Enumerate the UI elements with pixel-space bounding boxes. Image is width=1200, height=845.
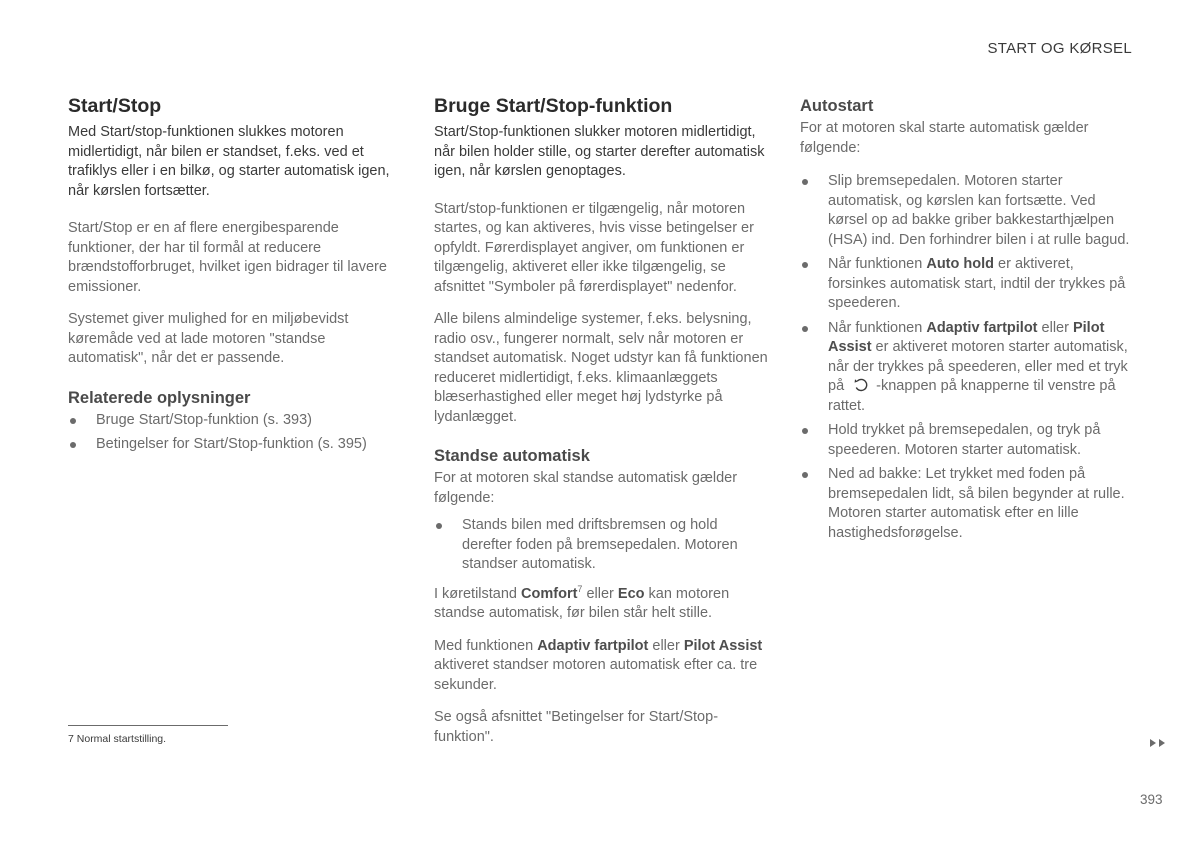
bullet-icon	[802, 428, 808, 434]
paragraph-see-also: Se også afsnittet "Betingelser for Start/Stop-funktion".	[434, 709, 719, 745]
list-item: Slip bremsepedalen. Motoren starter automatisk, og kørslen kan fortsætte. Ved kørsel op ad bakke griber bakkestarthjælpen (HSA) ind. Den forhindrer bilen i at rulle bagud.	[800, 172, 1132, 250]
bullet-icon	[70, 442, 76, 448]
paragraph: Start/Stop er en af flere energibesparende funktioner, der har til formål at reducere brændstofforbruget, hvilket igen bidrager til lavere emissioner.	[68, 220, 387, 295]
autostart-list	[800, 172, 1132, 543]
footnote-divider	[68, 725, 228, 726]
related-link[interactable]: Betingelser for Start/Stop-funktion (s. 395)	[68, 435, 400, 455]
related-heading: Relaterede oplysninger	[68, 388, 251, 407]
lead-paragraph: Med Start/stop-funktionen slukkes motoren midlertidigt, når bilen er standset, f.eks. ved et trafiklys eller i en bilkø, og starter automatisk igen, når kørslen fortsætter.	[68, 124, 390, 199]
list-item: Hold trykket på bremsepedalen, og tryk på speederen. Motoren starter automatisk.	[800, 421, 1132, 460]
paragraph: For at motoren skal starte automatisk gælder følgende:	[800, 120, 1089, 156]
subheading-autostart: Autostart	[800, 97, 874, 115]
bullet-icon	[70, 418, 76, 424]
mode-eco: Eco	[617, 585, 645, 602]
related-link[interactable]: Bruge Start/Stop-funktion (s. 393)	[68, 411, 400, 431]
column-autostart	[800, 94, 1132, 548]
section-title: Start/Stop	[68, 95, 162, 117]
list-item: Ned ad bakke: Let trykket med foden på bremsepedalen lidt, så bilen begynder at rulle. Motoren starter automatisk efter en lille hastighedsforøgelse.	[800, 465, 1132, 543]
bullet-icon	[802, 262, 808, 268]
paragraph: Alle bilens almindelige systemer, f.eks. belysning, radio osv., fungerer normalt, selv når motoren er standset automatisk. Noget udstyr kan få funktionen reduceret midlertidigt, f.eks. klimaanlæggets blæserhastighed eller meget høj lydstyrke på lydanlægget.	[434, 311, 768, 425]
paragraph-cruise: Med funktionen Adaptiv fartpilot eller Pilot Assist aktiveret standser motoren automatisk efter ca. tre sekunder.	[434, 637, 763, 693]
section-title: Bruge Start/Stop-funktion	[434, 95, 673, 117]
list-item: Når funktionen Auto hold er aktiveret, forsinkes automatisk start, indtil der trykkes på speederen.	[800, 255, 1132, 314]
related-list	[68, 411, 400, 455]
resume-arrow-icon	[852, 377, 870, 393]
subheading-stop: Standse automatisk	[434, 447, 590, 465]
next-page-arrows-icon[interactable]	[1148, 737, 1168, 749]
paragraph: For at motoren skal standse automatisk gælder følgende:	[434, 470, 738, 506]
stop-list	[434, 516, 768, 575]
page-number: 393	[1140, 792, 1163, 807]
paragraph-modes: I køretilstand Comfort$^7$ eller Eco kan motoren standse automatisk, før bilen står helt stille.	[434, 583, 730, 621]
paragraph: Systemet giver mulighed for en miljøbevidst køremåde ved at lade motoren "standse automatisk", når det er passende.	[68, 311, 349, 366]
footnote-ref: 7	[577, 583, 583, 594]
bullet-icon	[436, 523, 442, 529]
mode-comfort: Comfort	[521, 585, 578, 602]
list-item: Stands bilen med driftsbremsen og hold derefter foden på bremsepedalen. Motoren standser automatisk.	[434, 516, 768, 575]
column-start-stop	[68, 94, 400, 460]
section-header: START OG KØRSEL	[987, 40, 1132, 57]
paragraph: Start/stop-funktionen er tilgængelig, når motoren startes, og kan aktiveres, hvis visse betingelser er opfyldt. Førerdisplayet angiver, om funktionen er tilgængelig, aktiveret eller ikke tilgængelig, se afsnittet "Symboler på førerdisplayet" nedenfor.	[434, 200, 754, 295]
footnote: 7 Normal startstilling.	[68, 733, 167, 745]
lead-paragraph: Start/Stop-funktionen slukker motoren midlertidigt, når bilen holder stille, og starter derefter automatisk igen, når kørslen genoptages.	[434, 124, 765, 179]
bullet-icon	[802, 472, 808, 478]
column-use-start-stop	[434, 94, 768, 747]
list-item: Når funktionen Adaptiv fartpilot eller Pilot Assist er aktiveret motoren starter automatisk, når der trykkes på speederen, eller med et tryk på -knappen på knapperne til venstre på rattet.	[800, 319, 1132, 417]
bullet-icon	[802, 326, 808, 332]
bullet-icon	[802, 179, 808, 185]
